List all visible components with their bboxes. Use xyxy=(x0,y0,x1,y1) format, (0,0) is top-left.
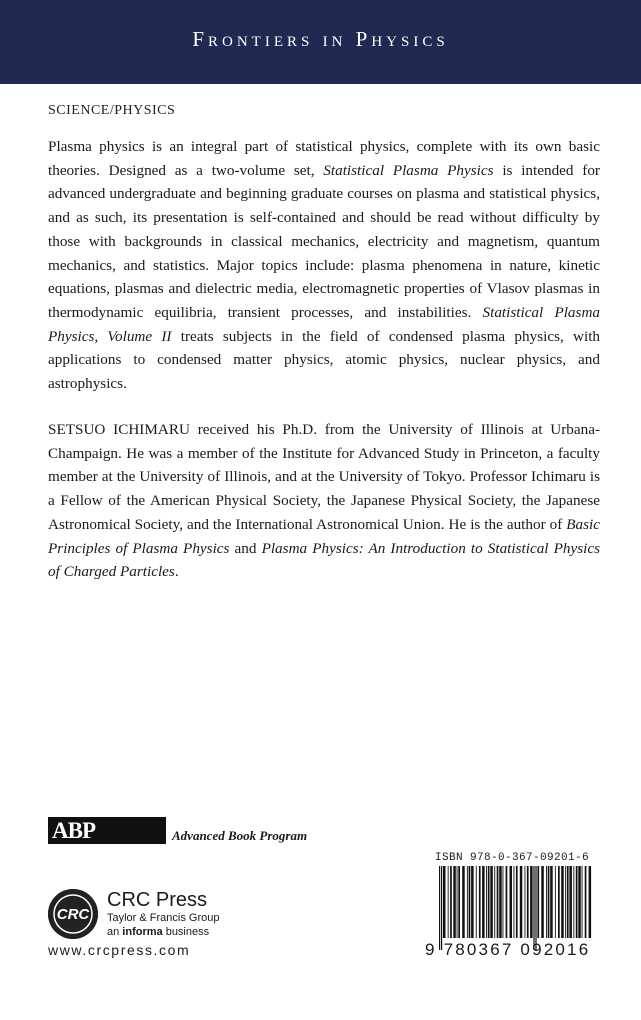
barcode-bar xyxy=(467,866,468,938)
barcode-bar xyxy=(471,866,474,938)
barcode-bar xyxy=(482,866,485,938)
barcode-bar xyxy=(578,866,581,938)
barcode-bar xyxy=(537,866,539,938)
barcode-guard-bar xyxy=(535,866,536,950)
barcode-bar xyxy=(499,866,502,938)
publisher-name: CRC Press xyxy=(107,889,208,911)
barcode-bar xyxy=(476,866,477,938)
barcode-bar xyxy=(582,866,583,938)
barcode-bar xyxy=(589,866,592,938)
barcode-bar xyxy=(453,866,456,938)
publisher-business: an informa business xyxy=(107,926,210,938)
barcode-bar xyxy=(486,866,487,938)
barcode-bar xyxy=(469,866,471,938)
series-title: Frontiers in Physics xyxy=(192,26,449,51)
publisher-group: Taylor & Francis Group xyxy=(107,912,220,924)
author-book-ref-1: Basic Principles of Plasma Physics xyxy=(48,515,600,557)
abp-label: Advanced Book Program xyxy=(172,828,308,843)
barcode-bar xyxy=(479,866,481,938)
barcode-bar xyxy=(448,866,449,938)
crc-logo-icon xyxy=(48,889,98,939)
barcode-bar xyxy=(525,866,526,938)
barcode-bar xyxy=(510,866,513,938)
barcode-bar xyxy=(494,866,495,938)
barcode-bar xyxy=(585,866,587,938)
barcode-bar xyxy=(565,866,566,938)
barcode-bar xyxy=(458,866,460,938)
barcode-bar xyxy=(520,866,523,938)
barcode-bar xyxy=(541,866,544,938)
abp-logo-text: ABP xyxy=(52,817,95,843)
barcode-bar xyxy=(567,866,569,938)
crc-logo xyxy=(48,889,98,939)
barcode-bar xyxy=(548,866,550,938)
barcode-bar xyxy=(506,866,508,938)
barcode-bar xyxy=(503,866,504,938)
series-banner xyxy=(0,0,641,84)
barcode-number: 9 780367 092016 xyxy=(425,940,591,959)
book-title-ref: Statistical Plasma Physics xyxy=(323,161,494,179)
barcode-bar xyxy=(555,866,556,938)
author-book-ref-2: Plasma Physics: An Introduction to Statistical Physics of Charged Particles xyxy=(48,539,600,581)
publisher-url[interactable]: www.crcpress.com xyxy=(48,942,191,958)
barcode-bar xyxy=(514,866,515,938)
isbn-label: ISBN 978-0-367-09201-6 xyxy=(435,852,590,864)
abp-logo xyxy=(48,817,166,844)
category-label: SCIENCE/PHYSICS xyxy=(48,103,176,118)
barcode-bar xyxy=(450,866,452,938)
barcode-bar xyxy=(550,866,553,938)
barcode-guard-bar xyxy=(441,866,442,950)
crc-logo-text: CRC xyxy=(56,906,90,923)
barcode-bar xyxy=(561,866,564,938)
barcode-guard-bar xyxy=(439,866,440,950)
barcode-bar xyxy=(576,866,578,938)
barcode-bar xyxy=(457,866,458,938)
barcode-bar xyxy=(488,866,490,938)
barcode-bar xyxy=(490,866,493,938)
barcode-bar xyxy=(443,866,446,938)
barcode-bar xyxy=(516,866,518,938)
volume-title-ref: Statistical Plasma Physics, Volume II xyxy=(48,303,601,345)
book-description: Plasma physics is an integral part of statistical physics, complete with its own basic theories. Designed as a two-volume set, Statistical Plasma Physics is intended for advanced undergraduate and beginning graduate courses on plasma and statistical physics, and as such, its presentation is self-contained and should be read without difficulty by those with backgrounds in classical mechanics, electricity and magnetism, quantum mechanics, and statistics. Major topics include: plasma phenomena in nature, kinetic equations, plasmas and dielectric media, electromagnetic properties of Vlasov plasmas in thermodynamic equilibria, transient processes, and instabilities. Statistical Plasma Physics, Volume II treats subjects in the field of condensed plasma physics, with applications to condensed matter physics, atomic physics, nuclear physics, and astrophysics. xyxy=(48,138,601,393)
author-bio: SETSUO ICHIMARU received his Ph.D. from the University of Illinois at Urbana-Champaign. He was a member of the Institute for Advanced Study in Princeton, a faculty member at the University of Illinois, and at the University of Tokyo. Professor Ichimaru is a Fellow of the American Physical Society, the Japanese Physical Society, the Japanese Astronomical Society, and the International Astronomical Union. He is the author of Basic Principles of Plasma Physics and Plasma Physics: An Introduction to Statistical Physics of Charged Particles. xyxy=(48,421,600,581)
barcode-bar xyxy=(527,866,529,938)
barcode-bar xyxy=(497,866,499,938)
barcode-bar xyxy=(573,866,574,938)
barcode-bar xyxy=(530,866,533,938)
barcode-bar xyxy=(546,866,547,938)
barcode-guard-bar xyxy=(533,866,534,950)
barcode-bar xyxy=(569,866,572,938)
barcode-bar xyxy=(462,866,465,938)
barcode-bar xyxy=(558,866,560,938)
